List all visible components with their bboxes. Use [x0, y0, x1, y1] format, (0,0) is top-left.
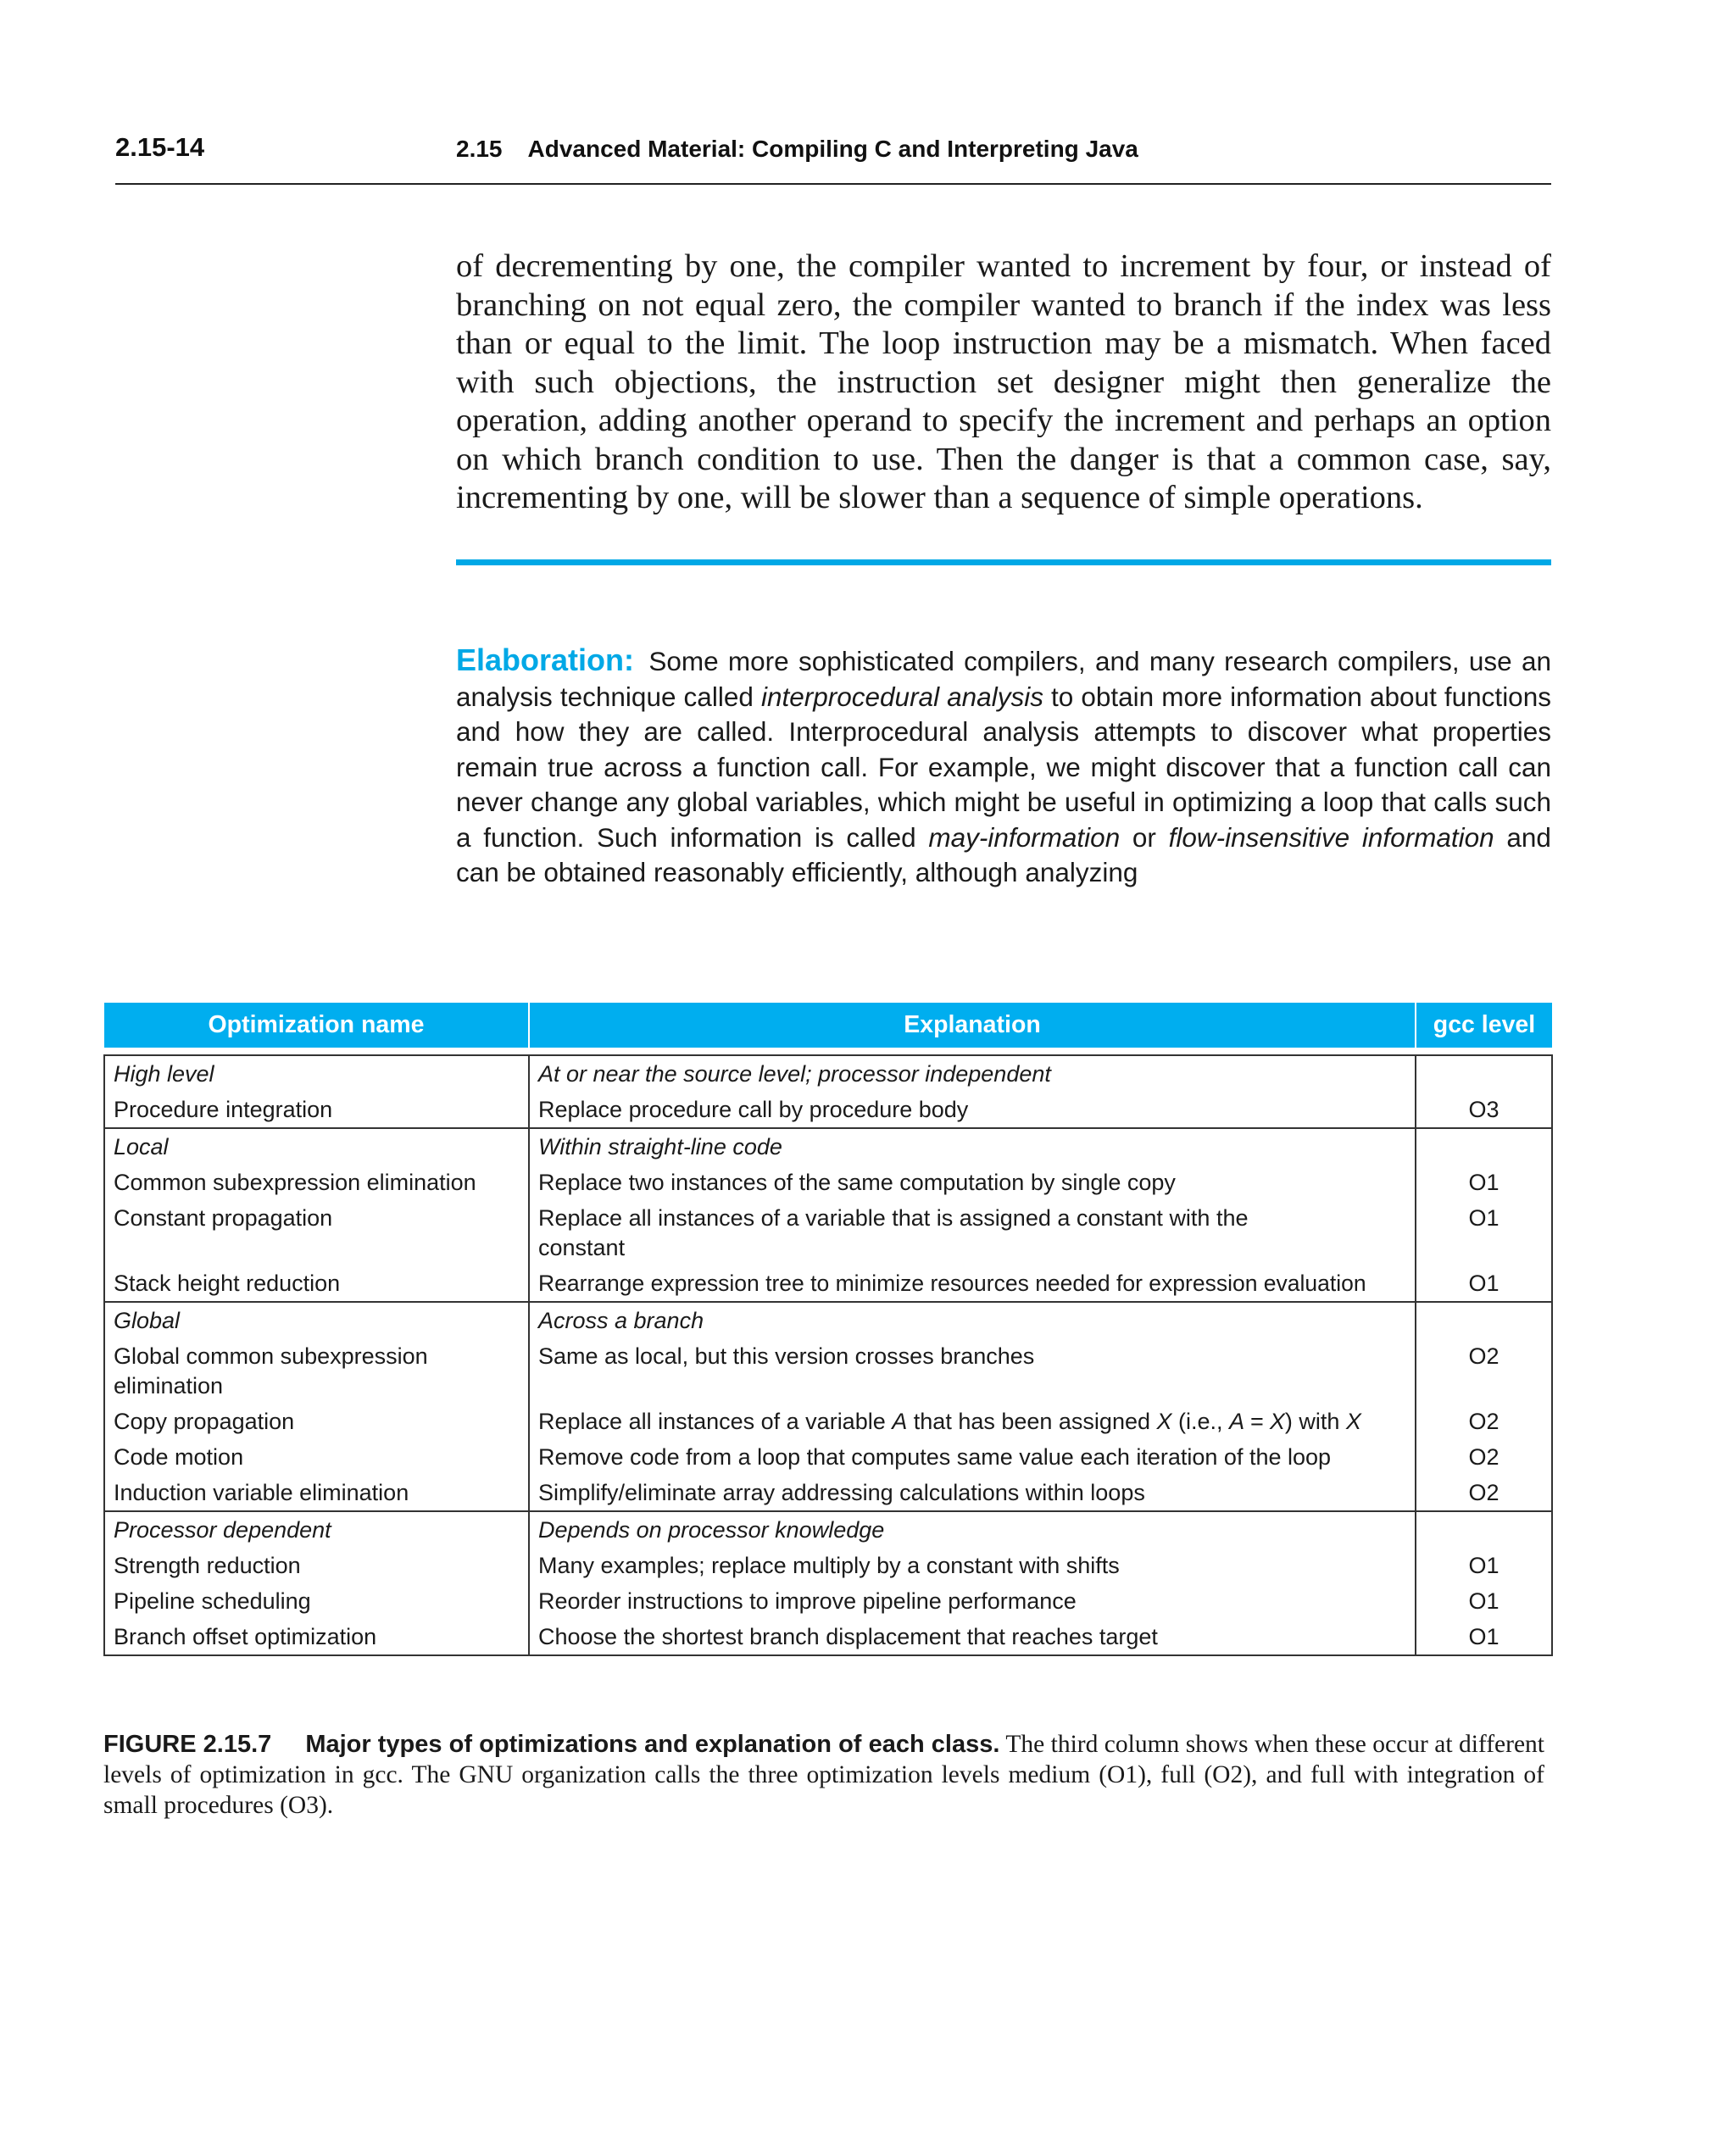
elaboration-text-2: to obtain more information about functions and how they are called. Interprocedural analysis attempts to discover what properties remain true across a function call. For example, we might discover that a function call can never change any global variables, which might be useful in optimizing a loop that calls such a function. Such information is called — [456, 681, 1551, 853]
column-header-explanation: Explanation — [529, 1003, 1416, 1048]
group-title-row — [104, 1511, 1552, 1548]
group-description: Across a branch — [529, 1302, 1416, 1338]
variable-x: X — [1345, 1409, 1361, 1434]
group-title-row — [104, 1302, 1552, 1338]
column-header-name: Optimization name — [104, 1003, 529, 1048]
elaboration-term-3: flow-insensitive information — [1168, 821, 1494, 853]
group-title-row — [104, 1055, 1552, 1092]
elaboration-label: Elaboration: — [456, 642, 635, 677]
elaboration-paragraph — [456, 642, 1551, 891]
group-title: Global — [114, 1308, 181, 1333]
elaboration-text-4: and can be obtained reasonably efficiently, although analyzing — [456, 821, 1551, 887]
optimization-explanation: Simplify/eliminate array addressing calculations within loops — [529, 1475, 1416, 1511]
explanation-part: Replace all instances of a variable — [538, 1409, 886, 1434]
body-paragraph: of decrementing by one, the compiler wanted to increment by four, or instead of branching on not equal zero, the compiler wanted to branch if the index was less than or equal to the limit. The loop instruction may be a mismatch. When faced with such objections, the instruction set designer might then generalize the operation, adding another operand to specify the increment and perhaps an option on which branch condition to use. Then the danger is that a common case, say, incrementing by one, will be slower than a sequence of simple operations. — [456, 248, 1551, 515]
explanation-part: ) with — [1284, 1409, 1340, 1434]
equation: A = X — [1229, 1409, 1285, 1434]
table-row — [104, 1165, 1552, 1200]
optimization-explanation: Reorder instructions to improve pipeline performance — [529, 1583, 1416, 1619]
group-description: Within straight-line code — [529, 1128, 1416, 1165]
group-description: At or near the source level; processor independent — [529, 1055, 1416, 1092]
gcc-level: O1 — [1468, 1170, 1500, 1195]
gcc-level: O2 — [1468, 1444, 1500, 1470]
elaboration-term-1: interprocedural analysis — [760, 681, 1043, 712]
table-group-local — [104, 1128, 1552, 1302]
optimization-name: Common subexpression elimination — [114, 1170, 476, 1195]
variable-x: X — [1156, 1409, 1172, 1434]
table-row — [104, 1548, 1552, 1583]
table-row — [104, 1338, 1552, 1404]
table-group-global — [104, 1302, 1552, 1511]
group-title: Local — [114, 1134, 169, 1159]
elaboration-text-3: or — [1132, 821, 1156, 853]
optimization-name: Code motion — [114, 1444, 244, 1470]
gcc-level: O2 — [1468, 1480, 1500, 1505]
optimization-name: Copy propagation — [114, 1409, 295, 1434]
group-description: Depends on processor knowledge — [529, 1511, 1416, 1548]
group-title: Processor dependent — [114, 1517, 331, 1543]
table-row — [104, 1092, 1552, 1128]
optimization-name: Procedure integration — [114, 1097, 333, 1122]
optimization-name: Pipeline scheduling — [114, 1588, 311, 1614]
figure-caption — [103, 1729, 1544, 1821]
group-title-row — [104, 1128, 1552, 1165]
table-row — [104, 1200, 1552, 1265]
figure-title: Major types of optimizations and explanation of each class. — [305, 1731, 1000, 1758]
table-group-processor-dependent — [104, 1511, 1552, 1655]
optimization-name: Constant propagation — [114, 1205, 333, 1231]
table-group-high-level — [104, 1055, 1552, 1128]
table-row — [104, 1265, 1552, 1302]
optimization-explanation: Many examples; replace multiply by a constant with shifts — [529, 1548, 1416, 1583]
optimization-explanation: Replace all instances of a variable that is assigned a constant with the constant — [529, 1200, 1416, 1265]
running-head — [456, 136, 1138, 163]
elaboration-term-2: may-information — [928, 821, 1121, 853]
optimization-explanation: Choose the shortest branch displacement that reaches target — [529, 1619, 1416, 1655]
group-title: High level — [114, 1061, 214, 1087]
optimization-name: Strength reduction — [114, 1553, 301, 1578]
explanation-part: that has been assigned — [913, 1409, 1150, 1434]
optimization-explanation: Replace two instances of the same computation by single copy — [529, 1165, 1416, 1200]
gcc-level: O1 — [1468, 1553, 1500, 1578]
gcc-level: O1 — [1468, 1271, 1500, 1296]
section-divider — [456, 559, 1551, 565]
optimization-name: Induction variable elimination — [114, 1480, 409, 1505]
optimization-name: Branch offset optimization — [114, 1624, 377, 1649]
optimization-explanation: Same as local, but this version crosses branches — [529, 1338, 1416, 1404]
figure-label: FIGURE 2.15.7 — [103, 1731, 272, 1758]
gcc-level: O2 — [1468, 1409, 1500, 1434]
section-title: Advanced Material: Compiling C and Interpreting Java — [527, 136, 1138, 162]
table-row — [104, 1404, 1552, 1439]
page-number: 2.15-14 — [115, 132, 205, 162]
explanation-part: (i.e., — [1178, 1409, 1223, 1434]
optimization-explanation: Remove code from a loop that computes same value each iteration of the loop — [529, 1439, 1416, 1475]
optimization-explanation: Replace procedure call by procedure body — [529, 1092, 1416, 1128]
elaboration-text-1: Some more sophisticated compilers, and many research compilers, use an analysis technique called — [456, 646, 1551, 712]
gcc-level: O2 — [1468, 1343, 1500, 1369]
gcc-level: O1 — [1468, 1624, 1500, 1649]
optimization-explanation: Rearrange expression tree to minimize resources needed for expression evaluation — [529, 1265, 1416, 1302]
figure-caption-text: The third column shows when these occur at different levels of optimization in gcc. The GNU organization calls the three optimization levels medium (O1), full (O2), and full with integration of small procedures (O3). — [103, 1731, 1544, 1819]
optimization-name: Stack height reduction — [114, 1271, 341, 1296]
variable-a: A — [892, 1409, 908, 1434]
section-number: 2.15 — [456, 136, 503, 162]
gcc-level: O3 — [1468, 1097, 1500, 1122]
table-header — [104, 1003, 1552, 1048]
optimization-name: Global common subexpression elimination — [114, 1343, 428, 1399]
column-header-gcc-level: gcc level — [1416, 1003, 1552, 1048]
table-row — [104, 1583, 1552, 1619]
optimization-table — [103, 1003, 1553, 1656]
optimization-explanation — [529, 1404, 1416, 1439]
gcc-level: O1 — [1468, 1588, 1500, 1614]
running-header — [115, 127, 1551, 185]
gcc-level: O1 — [1468, 1205, 1500, 1231]
table-row — [104, 1475, 1552, 1511]
table-row — [104, 1619, 1552, 1655]
table-row — [104, 1439, 1552, 1475]
